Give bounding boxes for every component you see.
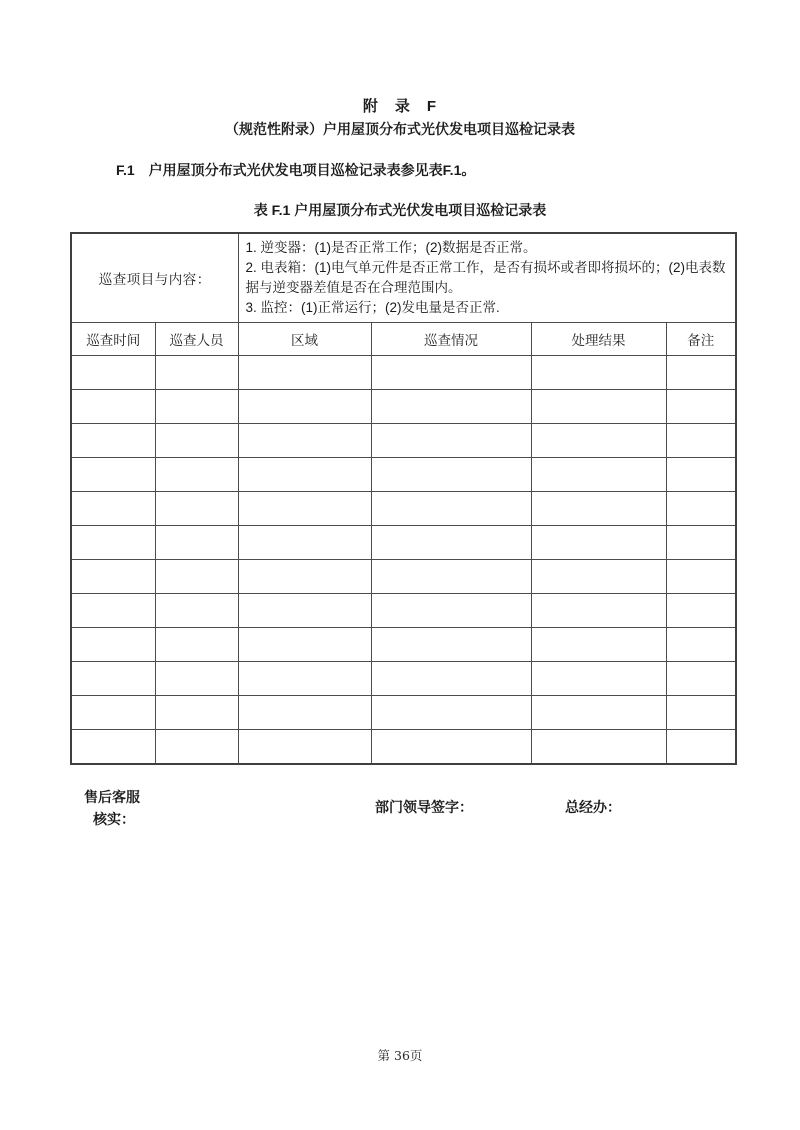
record-cell: [238, 492, 371, 526]
record-cell: [666, 390, 736, 424]
record-cell: [531, 458, 666, 492]
record-cell: [371, 730, 531, 764]
record-row: [71, 628, 736, 662]
record-cell: [238, 662, 371, 696]
record-row: [71, 356, 736, 390]
general-manager-office-label: 总经办：: [565, 799, 621, 815]
record-rows: [71, 356, 736, 764]
record-row: [71, 696, 736, 730]
column-header-row: [71, 323, 736, 356]
record-cell: [531, 424, 666, 458]
record-cell: [371, 628, 531, 662]
record-cell: [531, 390, 666, 424]
page-number: 第 36页: [377, 1048, 423, 1063]
record-row: [71, 526, 736, 560]
record-row: [71, 730, 736, 764]
record-cell: [666, 526, 736, 560]
column-header-inspection-time: 巡查时间: [71, 323, 155, 356]
record-cell: [71, 662, 155, 696]
record-row: [71, 662, 736, 696]
dept-leader-signature-label: 部门领导签字：: [375, 799, 473, 815]
record-cell: [531, 492, 666, 526]
items-label-cell: 巡查项目与内容：: [71, 233, 238, 323]
record-cell: [666, 696, 736, 730]
record-cell: [238, 628, 371, 662]
record-cell: [71, 526, 155, 560]
record-row: [71, 594, 736, 628]
column-header-inspection-personnel: 巡查人员: [155, 323, 238, 356]
record-cell: [71, 356, 155, 390]
record-cell: [71, 730, 155, 764]
record-cell: [238, 560, 371, 594]
clause-f1-text: F.1 户用屋顶分布式光伏发电项目巡检记录表参见表F.1。: [116, 162, 476, 178]
record-row: [71, 390, 736, 424]
record-cell: [71, 560, 155, 594]
record-cell: [666, 560, 736, 594]
record-cell: [155, 526, 238, 560]
record-cell: [155, 662, 238, 696]
record-cell: [371, 696, 531, 730]
record-cell: [666, 424, 736, 458]
item-line-inverter: 1. 逆变器：(1)是否正常工作；(2)数据是否正常。: [245, 240, 537, 255]
record-row: [71, 560, 736, 594]
after-sales-label-line2: 核实：: [93, 811, 135, 827]
record-cell: [155, 390, 238, 424]
record-cell: [71, 492, 155, 526]
record-cell: [371, 560, 531, 594]
record-cell: [371, 390, 531, 424]
appendix-title: 附 录 F: [362, 98, 438, 115]
column-header-remarks: 备注: [666, 323, 736, 356]
record-cell: [531, 628, 666, 662]
inspection-record-table: [70, 232, 737, 765]
record-cell: [155, 628, 238, 662]
after-sales-label-line1: 售后客服: [84, 789, 140, 805]
record-cell: [238, 730, 371, 764]
column-header-area: 区域: [238, 323, 371, 356]
record-cell: [371, 458, 531, 492]
record-cell: [155, 424, 238, 458]
record-cell: [531, 662, 666, 696]
record-cell: [155, 594, 238, 628]
record-cell: [666, 730, 736, 764]
record-cell: [71, 390, 155, 424]
record-cell: [531, 696, 666, 730]
record-cell: [371, 356, 531, 390]
record-cell: [238, 390, 371, 424]
record-cell: [531, 356, 666, 390]
record-cell: [71, 424, 155, 458]
record-cell: [238, 594, 371, 628]
record-cell: [155, 356, 238, 390]
record-cell: [155, 696, 238, 730]
record-cell: [666, 628, 736, 662]
record-cell: [155, 560, 238, 594]
record-cell: [371, 526, 531, 560]
items-header-row: [71, 233, 736, 323]
column-header-handling-result: 处理结果: [531, 323, 666, 356]
record-cell: [155, 730, 238, 764]
record-cell: [666, 594, 736, 628]
record-cell: [531, 526, 666, 560]
items-content-cell: [238, 233, 736, 323]
record-cell: [371, 662, 531, 696]
record-cell: [71, 458, 155, 492]
record-cell: [71, 628, 155, 662]
appendix-subtitle: （规范性附录）户用屋顶分布式光伏发电项目巡检记录表: [225, 121, 575, 137]
item-line-meter-box: 2. 电表箱：(1)电气单元件是否正常工作，是否有损坏或者即将损坏的；(2)电表数据与逆变器差值是否在合理范围内。: [245, 260, 726, 295]
record-cell: [71, 594, 155, 628]
record-cell: [531, 730, 666, 764]
record-cell: [238, 526, 371, 560]
record-cell: [71, 696, 155, 730]
record-row: [71, 424, 736, 458]
record-cell: [238, 458, 371, 492]
record-row: [71, 492, 736, 526]
record-cell: [238, 424, 371, 458]
record-cell: [155, 458, 238, 492]
record-cell: [666, 662, 736, 696]
record-cell: [531, 594, 666, 628]
record-cell: [666, 492, 736, 526]
record-row: [71, 458, 736, 492]
column-header-inspection-situation: 巡查情况: [371, 323, 531, 356]
item-line-monitoring: 3. 监控：(1)正常运行；(2)发电量是否正常.: [245, 300, 500, 315]
record-cell: [371, 594, 531, 628]
table-caption: 表 F.1 户用屋顶分布式光伏发电项目巡检记录表: [253, 202, 547, 218]
record-cell: [666, 356, 736, 390]
record-cell: [238, 696, 371, 730]
record-cell: [371, 492, 531, 526]
record-cell: [371, 424, 531, 458]
record-cell: [531, 560, 666, 594]
record-cell: [666, 458, 736, 492]
record-cell: [238, 356, 371, 390]
after-sales-verification-label: [84, 786, 140, 830]
record-cell: [155, 492, 238, 526]
